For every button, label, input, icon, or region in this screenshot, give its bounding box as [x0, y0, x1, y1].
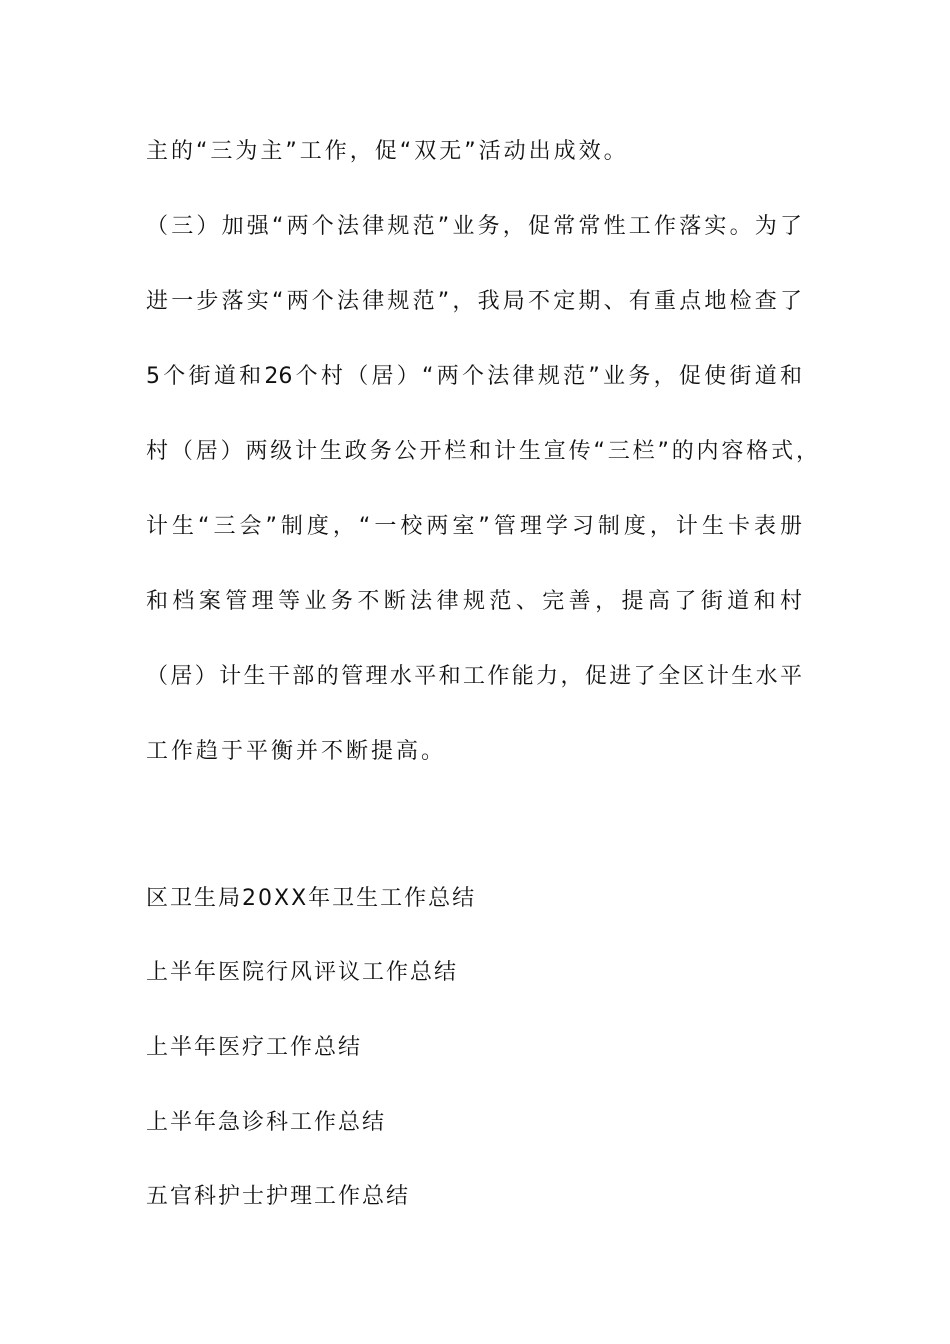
- related-article-link[interactable]: 上半年急诊科工作总结: [146, 1110, 387, 1135]
- related-article-link[interactable]: 区卫生局20XX年卫生工作总结: [146, 886, 477, 911]
- body-line-2: （三）加强“两个法律规范”业务，促常常性工作落实。为了: [146, 214, 802, 239]
- body-line-1: 主的“三为主”工作，促“双无”活动出成效。: [146, 139, 629, 164]
- related-article-link[interactable]: 五官科护士护理工作总结: [146, 1184, 411, 1209]
- body-line-3: 进一步落实“两个法律规范”，我局不定期、有重点地检查了: [146, 289, 802, 314]
- body-line-8: （居）计生干部的管理水平和工作能力，促进了全区计生水平: [146, 664, 802, 689]
- body-line-4: 5个街道和26个村（居）“两个法律规范”业务，促使街道和: [146, 364, 802, 389]
- related-article-link[interactable]: 上半年医疗工作总结: [146, 1035, 363, 1060]
- body-line-9: 工作趋于平衡并不断提高。: [146, 739, 447, 764]
- body-line-6: 计生“三会”制度，“一校两室”管理学习制度，计生卡表册: [146, 514, 802, 539]
- related-article-link[interactable]: 上半年医院行风评议工作总结: [146, 960, 459, 985]
- body-line-5: 村（居）两级计生政务公开栏和计生宣传“三栏”的内容格式，: [146, 439, 818, 464]
- body-line-7: 和档案管理等业务不断法律规范、完善，提高了街道和村: [146, 589, 802, 614]
